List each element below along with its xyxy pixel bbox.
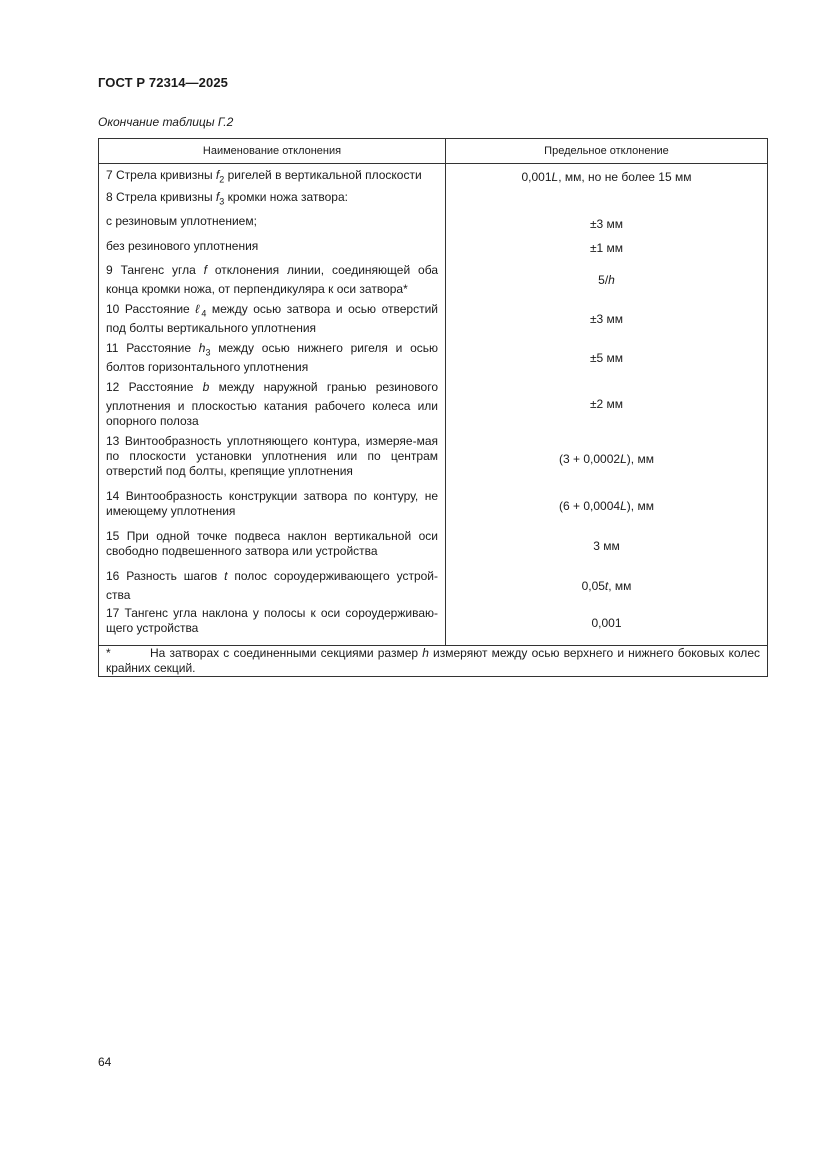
deviation-limit-cell bbox=[446, 432, 768, 487]
variable-subscript: 4 bbox=[201, 308, 207, 319]
table-row bbox=[99, 237, 768, 261]
table-row bbox=[99, 212, 768, 237]
variable-symbol: h bbox=[198, 340, 206, 355]
deviation-name-text: 9 Тангенс угла bbox=[106, 262, 204, 277]
deviation-limit-cell bbox=[446, 261, 768, 300]
table-row bbox=[99, 261, 768, 300]
footnote-text-end: измеряют между осью верхнего и нижнего боковых колес крайних секций. bbox=[106, 646, 760, 675]
deviation-limit-cell bbox=[446, 300, 768, 339]
limit-text: 0,05 bbox=[581, 578, 605, 593]
footnote-variable: h bbox=[422, 646, 429, 660]
table-row bbox=[99, 300, 768, 339]
deviation-name-text: 15 При одной точке подвеса наклон вертикальной оси свободно подвешенного затвора или устройства bbox=[106, 529, 438, 559]
deviation-name-cell bbox=[99, 339, 446, 378]
deviation-name-text: 10 Расстояние bbox=[106, 301, 196, 316]
deviation-name-cell bbox=[99, 567, 446, 606]
deviation-name-text: без резинового уплотнения bbox=[106, 238, 259, 253]
limit-text-end: , мм bbox=[608, 578, 632, 593]
variable-subscript: 3 bbox=[205, 347, 211, 358]
deviation-name-text: 12 Расстояние bbox=[106, 379, 203, 394]
limit-text-end: ), мм bbox=[626, 499, 654, 513]
deviation-limit-cell bbox=[446, 212, 768, 237]
deviation-limit-cell bbox=[446, 378, 768, 432]
limit-text: 0,001 bbox=[521, 170, 552, 185]
deviation-name-text-end: ригелей в вертикальной плоскости bbox=[224, 168, 422, 183]
limit-text: ±3 мм bbox=[589, 216, 624, 231]
variable-subscript: 3 bbox=[219, 196, 225, 207]
deviation-limit-cell bbox=[446, 527, 768, 567]
deviation-name-cell bbox=[99, 212, 446, 237]
table-row bbox=[99, 527, 768, 567]
deviation-limit-cell bbox=[446, 339, 768, 378]
deviation-name-text-end: полос сороудерживающего устрой-ства bbox=[106, 568, 438, 603]
deviation-name-text: 13 Винтообразность уплотняющего контура, измеряе-мая по плоскости установки уплотнения или по центрам отверстий под болты, крепящие уплотнения bbox=[106, 434, 438, 479]
deviation-name-text-end: между осью затвора и осью отверстий под болты вертикального уплотнения bbox=[106, 301, 438, 336]
table-row bbox=[99, 164, 768, 188]
deviation-name-cell bbox=[99, 378, 446, 432]
deviation-name-cell bbox=[99, 527, 446, 567]
footnote-text-start: На затворах с соединенными секциями размер bbox=[150, 646, 423, 660]
deviation-name-cell bbox=[99, 487, 446, 527]
table-caption: Окончание таблицы Г.2 bbox=[98, 115, 234, 129]
table-body bbox=[99, 164, 768, 646]
footnote-row bbox=[99, 646, 768, 677]
table-header-row bbox=[99, 139, 768, 164]
variable-symbol: t bbox=[224, 568, 228, 583]
limit-text: ±3 мм bbox=[589, 311, 624, 326]
deviation-name-cell bbox=[99, 606, 446, 646]
deviation-name-text-end: между осью нижнего ригеля и осью болтов горизонтального уплотнения bbox=[106, 340, 438, 375]
column-header-name: Наименование отклонения bbox=[99, 139, 446, 164]
table-row bbox=[99, 606, 768, 646]
variable-symbol: f bbox=[215, 168, 220, 183]
deviation-name-cell bbox=[99, 164, 446, 188]
deviation-name-text-end: между наружной гранью резинового уплотнения и плоскостью катания рабочего колеса или опорного полоза bbox=[106, 379, 438, 429]
deviation-name-text: 17 Тангенс угла наклона у полосы к оси сороудерживаю-щего устройства bbox=[106, 606, 438, 636]
deviation-table bbox=[98, 138, 768, 677]
footnote bbox=[99, 646, 768, 677]
deviation-name-text: 14 Винтообразность конструкции затвора по контуру, не имеющему уплотнения bbox=[106, 489, 438, 519]
limit-variable: L bbox=[620, 499, 627, 513]
deviation-name-text-end: отклонения линии, соединяющей оба конца кромки ножа, от перпендикуляра к оси затвора* bbox=[106, 262, 438, 297]
deviation-name-cell bbox=[99, 432, 446, 487]
column-header-limit: Предельное отклонение bbox=[446, 139, 768, 164]
table-row bbox=[99, 487, 768, 527]
limit-variable: L bbox=[551, 170, 559, 185]
variable-symbol: ℓ bbox=[195, 301, 202, 316]
deviation-name-text: 16 Разность шагов bbox=[106, 568, 225, 583]
footnote-marker: * bbox=[106, 646, 111, 660]
limit-text-end: , мм, но не более 15 мм bbox=[558, 170, 692, 185]
limit-text: 3 мм bbox=[593, 539, 620, 553]
table-row bbox=[99, 339, 768, 378]
limit-text: ±5 мм bbox=[589, 350, 624, 365]
deviation-name-cell bbox=[99, 237, 446, 261]
deviation-limit-cell bbox=[446, 487, 768, 527]
variable-subscript: 2 bbox=[219, 174, 225, 185]
deviation-name-text-end: кромки ножа затвора: bbox=[224, 189, 348, 204]
limit-variable: t bbox=[604, 578, 609, 593]
deviation-name-text: 11 Расстояние bbox=[106, 340, 199, 355]
limit-text: 5/ bbox=[598, 272, 609, 287]
deviation-limit-cell bbox=[446, 606, 768, 646]
limit-text: (3 + 0,0002 bbox=[559, 451, 621, 466]
table-row bbox=[99, 432, 768, 487]
document-code: ГОСТ Р 72314—2025 bbox=[98, 75, 228, 90]
limit-text: (6 + 0,0004 bbox=[559, 499, 621, 513]
limit-text: 0,001 bbox=[591, 615, 622, 630]
limit-variable: L bbox=[620, 451, 627, 466]
deviation-name-cell bbox=[99, 188, 446, 212]
deviation-variable bbox=[198, 340, 211, 358]
deviation-variable bbox=[195, 301, 207, 319]
page-number: 64 bbox=[98, 1055, 112, 1069]
deviation-name-text: 7 Стрела кривизны bbox=[106, 168, 216, 183]
limit-text-end: ), мм bbox=[626, 451, 654, 466]
limit-variable: h bbox=[608, 272, 615, 287]
deviation-name-text: с резиновым уплотнением; bbox=[106, 214, 257, 229]
variable-symbol: b bbox=[202, 379, 210, 394]
deviation-limit-cell bbox=[446, 237, 768, 261]
deviation-limit-cell bbox=[446, 164, 768, 188]
deviation-name-cell bbox=[99, 300, 446, 339]
deviation-name-text: 8 Стрела кривизны bbox=[106, 189, 216, 204]
variable-symbol: f bbox=[203, 262, 207, 277]
deviation-limit-cell bbox=[446, 188, 768, 212]
table-row bbox=[99, 188, 768, 212]
table-row bbox=[99, 567, 768, 606]
table-row bbox=[99, 378, 768, 432]
deviation-name-cell bbox=[99, 261, 446, 300]
variable-symbol: f bbox=[215, 189, 220, 204]
deviation-limit-cell bbox=[446, 567, 768, 606]
limit-text: ±1 мм bbox=[589, 241, 624, 255]
limit-text: ±2 мм bbox=[589, 397, 624, 411]
